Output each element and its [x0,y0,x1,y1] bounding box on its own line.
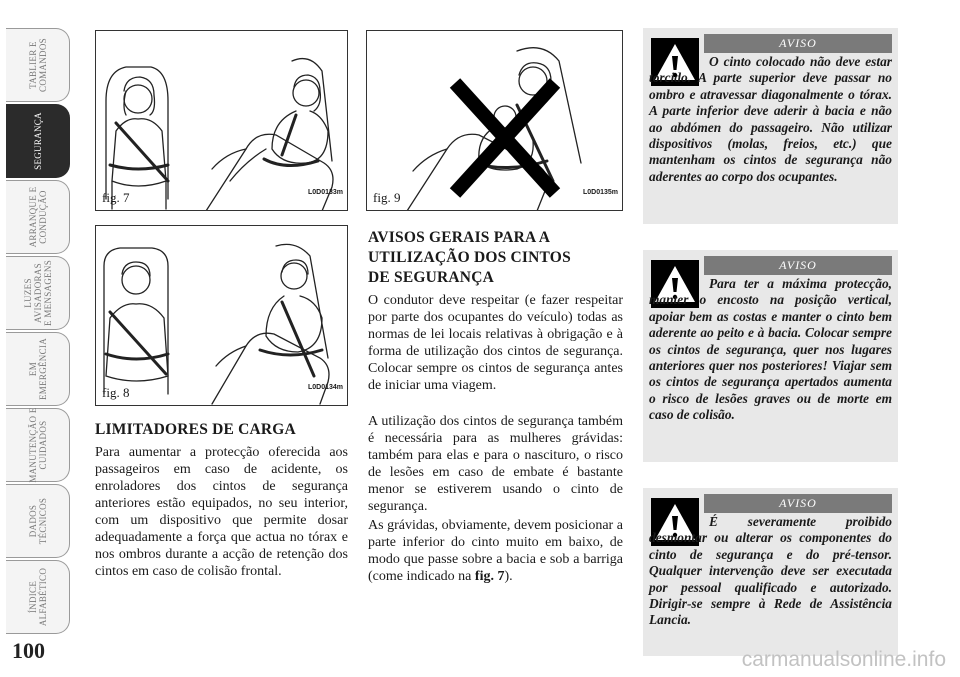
belt-position-illustration [96,226,348,406]
figure-code: L0D0133m [307,189,343,196]
figure-7 [95,30,348,211]
tab-arranque-conducao[interactable] [6,180,70,254]
warning-box-1 [643,28,898,224]
figure-code: L0D0134m [307,384,343,391]
figure-code: L0D0135m [582,189,618,196]
figure-caption: fig. 7 [102,190,130,205]
tab-label: SEGURANÇA [32,112,43,170]
limitadores-text: Para aumentar a protecção oferecida aos passageiros em caso de acidente, os enroladores dos cintos de segurança anteriores estão equipados, no seu interior, com um dispositivo que permite dosar adequadamente a força que actua no tórax e nos ombros durante a acção de retenção dos cintos em caso de colisão frontal. [95,445,348,579]
paragraph-end: ). [504,569,513,584]
prohibited-cross-icon [367,31,623,211]
heading-line: UTILIZAÇÃO DOS CINTOS [368,249,571,266]
tab-label: ARRANQUE E CONDUÇÃO [27,186,48,248]
tab-indice-alfabetico[interactable] [6,560,70,634]
figure-caption: fig. 9 [373,190,401,205]
warning-title: AVISO [704,256,892,275]
warning-title: AVISO [704,494,892,513]
warning-box-3 [643,488,898,656]
figure-8 [95,225,348,406]
tab-dados-tecnicos[interactable] [6,484,70,558]
tab-label: TABLIER E COMANDOS [27,38,48,92]
tab-luzes-avisadoras[interactable] [6,256,70,330]
figure-caption: fig. 8 [102,385,130,400]
limitadores-heading: LIMITADORES DE CARGA [95,421,296,438]
avisos-paragraph-3 [368,517,623,585]
warning-text: O cinto colocado não deve estar torcido. A parte superior deve passar no ombro e atravessar diagonalmente o tórax. A parte inferior deve aderir à bacia e não ao abdómen do passageiro. Não utilizar dispositivos (molas, freios, etc.) que mantenham os cintos de segurança não aderentes ao corpo dos ocupantes. [649,54,892,184]
tab-em-emergencia[interactable] [6,332,70,406]
chapter-tabs [0,28,76,636]
tab-seguranca[interactable] [6,104,70,178]
page-number: 100 [12,638,45,663]
warning-text: É severamente proibido desmontar ou alterar os componentes do cinto de segurança e do pré-tensor. Qualquer intervenção deve ser executada por pessoal qualificado e autorizado. Dirigir-se sempre à Rede de Assistência Lancia. [649,514,892,628]
warning-box-2 [643,250,898,462]
tab-tablier-comandos[interactable] [6,28,70,102]
heading-line: AVISOS GERAIS PARA A [368,229,551,246]
avisos-gerais-heading [368,228,623,288]
watermark: carmanualsonline.info [741,648,946,671]
tab-label: ÍNDICE ALFABÉTICO [27,567,48,627]
warning-text: Para ter a máxima protecção, manter o encosto na posição vertical, apoiar bem as costas e manter o cinto bem aderente ao peito e à bacia. Colocar sempre os cintos de segurança, quer nos lugares anteriores quer nos posteriores! Viajar sem os cintos de segurança apertados aumenta o risco de lesões graves ou de morte em caso de colisão. [649,276,892,423]
figure-9 [366,30,623,211]
tab-label: LUZES AVISADORAS E MENSAGENS [22,259,53,327]
paragraph-text: As grávidas, obviamente, devem posicionar a parte inferior do cinto muito em baixo, de modo que passe sobre a bacia e sob a barriga (come indicado na [368,518,623,584]
tab-label: MANUTENÇÃO E CUIDADOS [27,407,48,483]
avisos-paragraph-2: A utilização dos cintos de segurança também é necessária para as mulheres grávidas: também para elas e para o nascituro, o risco de lesões em caso de embate é bastante menor se estiverem usando o cinto de segurança. [368,414,623,514]
tab-label: EM EMERGÊNCIA [27,338,48,400]
warning-title: AVISO [704,34,892,53]
tab-manutencao-cuidados[interactable] [6,408,70,482]
pregnant-belt-illustration [96,31,348,211]
avisos-paragraph-1: O condutor deve respeitar (e fazer respeitar por parte dos ocupantes do veículo) todas as normas de lei locais relativas à obrigação e à forma de utilização dos cintos de segurança. Colocar sempre os cintos de segurança antes de iniciar uma viagem. [368,293,623,393]
heading-line: DE SEGURANÇA [368,269,494,286]
figure-reference-link[interactable]: fig. 7 [474,569,505,584]
tab-label: DADOS TÉCNICOS [27,497,48,545]
